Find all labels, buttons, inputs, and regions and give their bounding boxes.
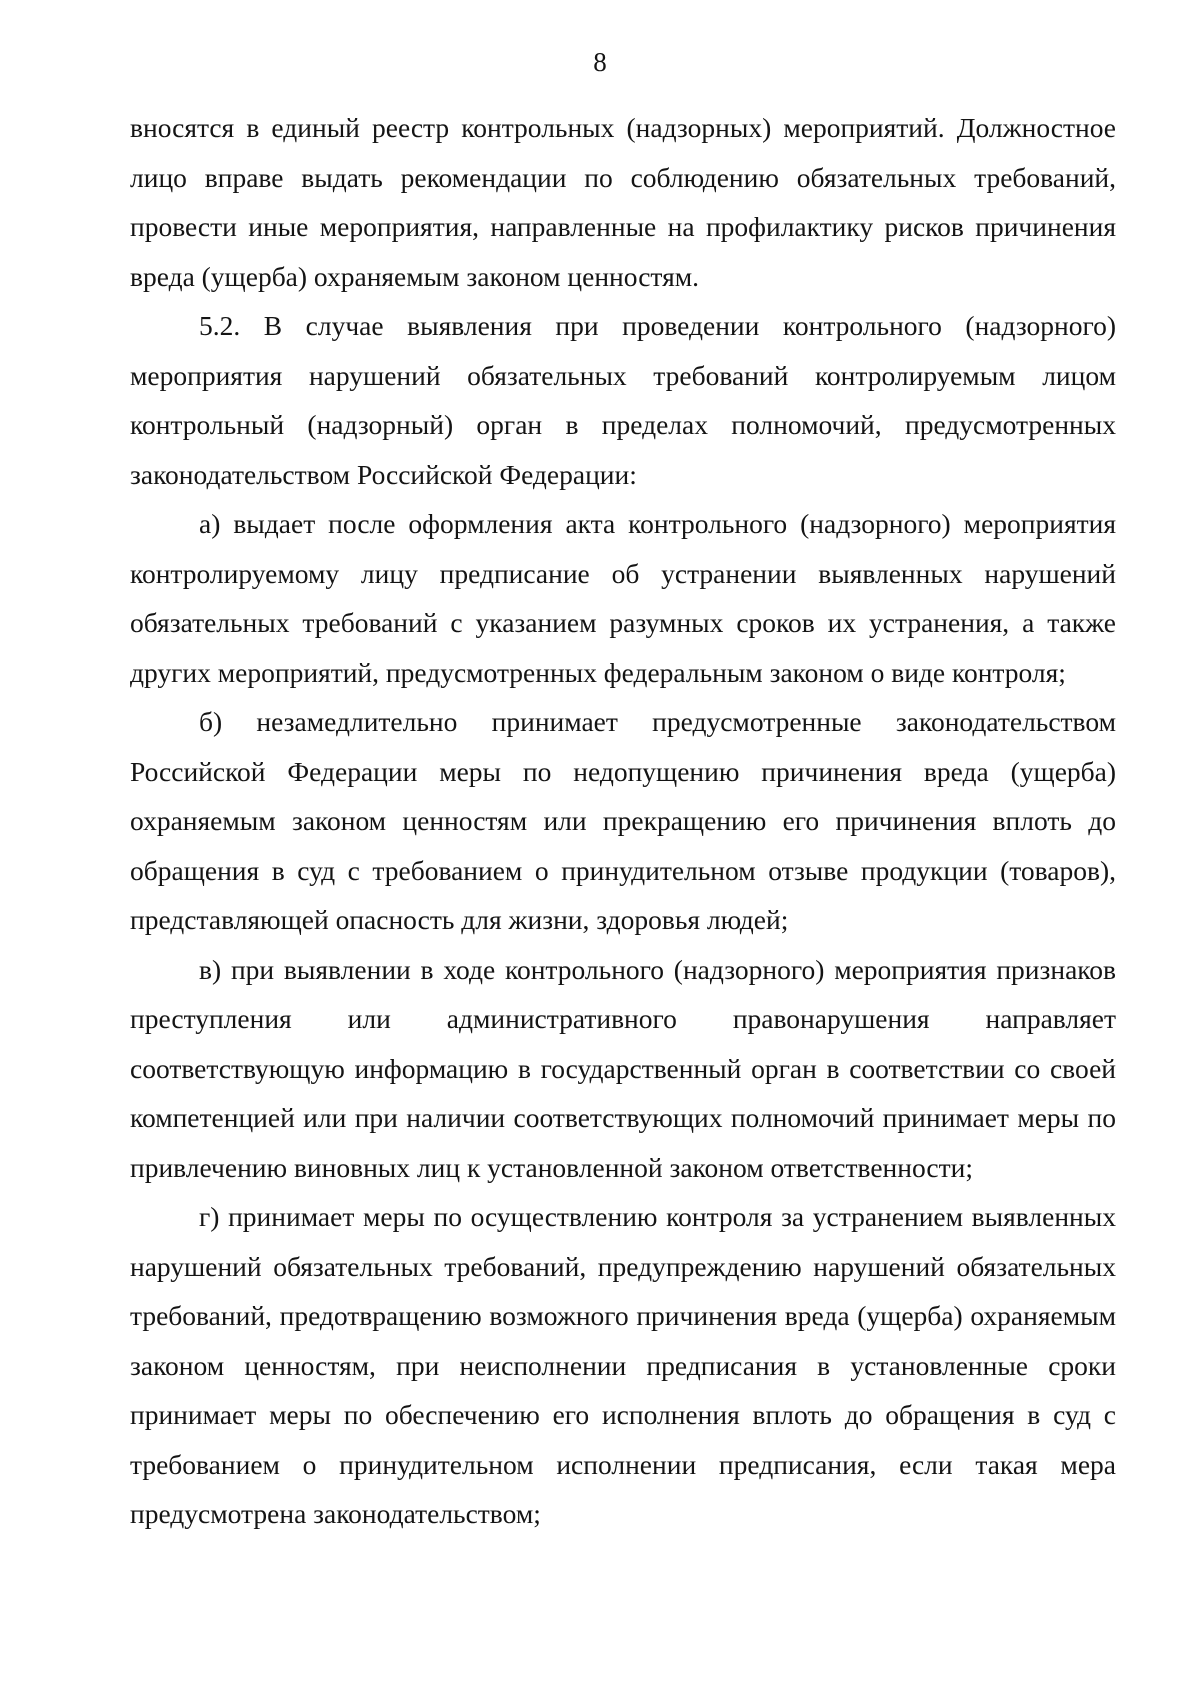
paragraph-continuation: вносятся в единый реестр контрольных (надзорных) мероприятий. Должностное лицо вправе выдать рекомендации по соблюдению обязательных требований, провести иные мероприятия, направленные на профилактику рисков причинения вреда (ущерба) охраняемым законом ценностям. xyxy=(130,112,1116,292)
paragraph-5-2: 5.2. В случае выявления при проведении контрольного (надзорного) мероприятия нарушений обязательных требований контролируемым лицом контрольный (надзорный) орган в пределах полномочий, предусмотренных законодательством Российской Федерации: xyxy=(130,310,1116,490)
paragraph-item-v: в) при выявлении в ходе контрольного (надзорного) мероприятия признаков преступления или административного правонарушения направляет соответствующую информацию в государственный орган в соответствии со своей компетенцией или при наличии соответствующих полномочий принимает меры по привлечению виновных лиц к установленной законом ответственности; xyxy=(130,953,1116,1183)
paragraph-item-g: г) принимает меры по осуществлению контроля за устранением выявленных нарушений обязательных требований, предупреждению нарушений обязательных требований, предотвращению возможного причинения вреда (ущерба) охраняемым законом ценностям, при неисполнении предписания в установленные сроки принимает меры по обеспечению его исполнения вплоть до обращения в суд с требованием о принудительном исполнении предписания, если такая мера предусмотрена законодательством; xyxy=(130,1201,1116,1529)
paragraph-item-b: б) незамедлительно принимает предусмотренные законодательством Российской Федерации меры по недопущению причинения вреда (ущерба) охраняемым законом ценностям или прекращению его причинения вплоть до обращения в суд с требованием о принудительном отзыве продукции (товаров), представляющей опасность для жизни, здоровья людей; xyxy=(130,706,1116,935)
document-body xyxy=(130,103,1116,1539)
paragraph-item-a: а) выдает после оформления акта контрольного (надзорного) мероприятия контролируемому лицу предписание об устранении выявленных нарушений обязательных требований с указанием разумных сроков их устранения, а также других мероприятий, предусмотренных федеральным законом о виде контроля; xyxy=(130,508,1116,688)
page-number: 8 xyxy=(593,47,607,77)
